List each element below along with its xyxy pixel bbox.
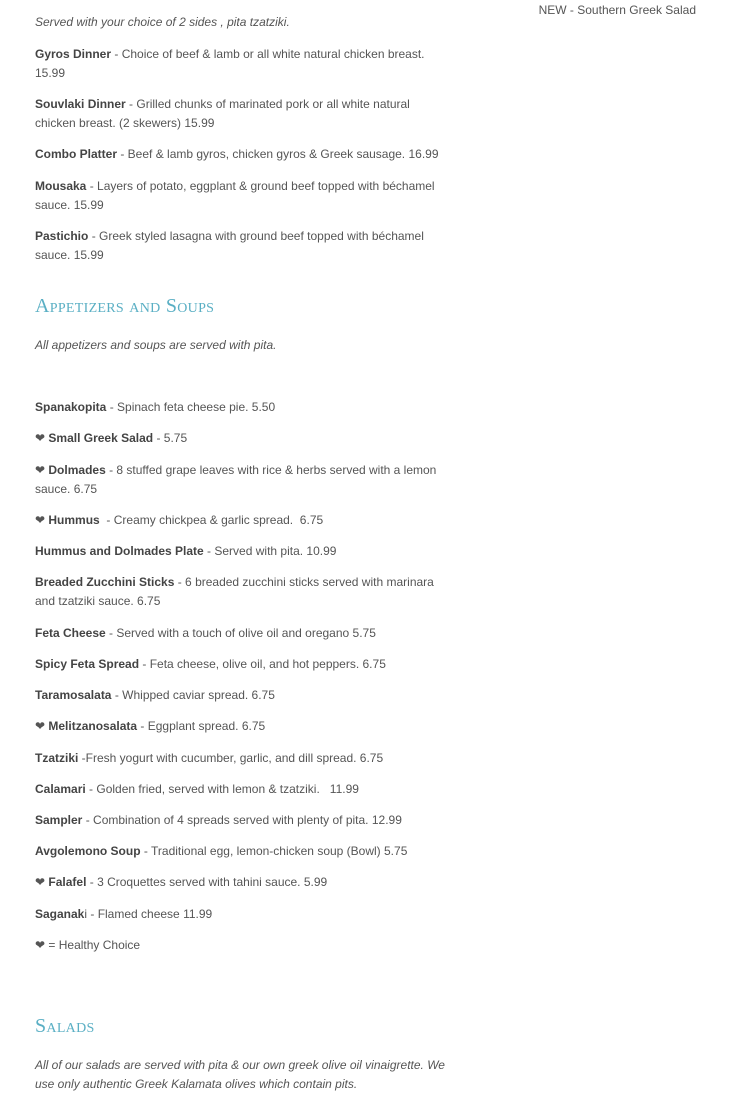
menu-item-tzatziki [35,749,383,768]
item-name: Spanakopita [35,400,107,414]
menu-item-saganaki [35,905,212,924]
item-name: Tzatziki [35,751,79,765]
item-name: Spicy Feta Spread [35,657,140,671]
menu-item-pastichio [35,227,435,265]
item-name: Saganak [35,907,85,921]
item-name: Mousaka [35,179,87,193]
item-name: Taramosalata [35,688,112,702]
item-desc: - 3 Croquettes served with tahini sauce. 5.99 [86,875,328,889]
item-name: Souvlaki Dinner [35,97,126,111]
menu-item-hummus [35,511,323,530]
item-name: Combo Platter [35,147,118,161]
item-desc: -Fresh yogurt with cucumber, garlic, and dill spread. 6.75 [78,751,384,765]
menu-item-mousaka [35,177,445,215]
menu-item-dolmades [35,461,445,499]
item-desc: - Whipped caviar spread. 6.75 [111,688,275,702]
menu-item-feta-cheese [35,624,376,643]
section-title-appetizers: Appetizers and Soups [35,295,215,317]
item-name: Breaded Zucchini Sticks [35,575,175,589]
menu-item-combo-platter [35,145,450,164]
item-name: Hummus and Dolmades Plate [35,544,204,558]
item-name: Melitzanosalata [48,719,138,733]
item-desc: - Choice of beef & lamb or all white natural chicken breast. 15.99 [35,47,425,80]
menu-item-spicy-feta-spread [35,655,386,674]
item-desc: - Beef & lamb gyros, chicken gyros & Greek sausage. 16.99 [117,147,439,161]
item-desc: - Layers of potato, eggplant & ground beef topped with béchamel sauce. 15.99 [35,179,435,212]
healthy-heart-icon: ❤ [35,431,49,445]
item-name: Sampler [35,813,83,827]
item-desc: - Creamy chickpea & garlic spread. 6.75 [99,513,324,527]
item-desc: - Served with pita. 10.99 [203,544,337,558]
menu-item-melitzanosalata [35,717,265,736]
item-desc: - Greek styled lasagna with ground beef topped with béchamel sauce. 15.99 [35,229,424,262]
menu-item-avgolemono-soup [35,842,407,861]
menu-item-souvlaki-dinner [35,95,445,133]
item-desc: - 8 stuffed grape leaves with rice & herbs served with a lemon sauce. 6.75 [35,463,437,496]
sidebar-link-southern-greek-salad[interactable]: NEW - Southern Greek Salad [538,3,696,17]
appetizers-note: All appetizers and soups are served with pita. [35,338,277,352]
menu-item-spanakopita [35,398,275,417]
item-name: Dolmades [48,463,106,477]
healthy-heart-icon: ❤ [35,875,49,889]
item-name: Pastichio [35,229,89,243]
item-name: Avgolemono Soup [35,844,141,858]
item-desc: - Feta cheese, olive oil, and hot peppers. 6.75 [139,657,386,671]
healthy-heart-icon: ❤ [35,463,49,477]
item-name: Gyros Dinner [35,47,112,61]
item-desc: - Served with a touch of olive oil and oregano 5.75 [105,626,376,640]
item-desc: - 5.75 [153,431,188,445]
item-desc: - Grilled chunks of marinated pork or all white natural chicken breast. (2 skewers) 15.99 [35,97,410,130]
menu-item-calamari [35,780,359,799]
item-desc: - Traditional egg, lemon-chicken soup (Bowl) 5.75 [140,844,408,858]
menu-item-falafel [35,873,327,892]
item-desc: i - Flamed cheese 11.99 [84,907,213,921]
menu-item-taramosalata [35,686,275,705]
menu-item-sampler [35,811,402,830]
salads-note: All of our salads are served with pita & our own greek olive oil vinaigrette. We use only authentic Greek Kalamata olives which contain pits. [35,1058,445,1091]
item-desc: - Golden fried, served with lemon & tzatziki. 11.99 [85,782,359,796]
item-desc: - Spinach feta cheese pie. 5.50 [106,400,276,414]
item-desc: - 6 breaded zucchini sticks served with marinara and tzatziki sauce. 6.75 [35,575,434,608]
menu-item-gyros-dinner [35,45,445,83]
dinners-note: Served with your choice of 2 sides , pita tzatziki. [35,15,290,29]
healthy-heart-icon: ❤ [35,513,49,527]
item-name: Hummus [48,513,100,527]
item-desc: - Combination of 4 spreads served with plenty of pita. 12.99 [82,813,402,827]
item-name: Calamari [35,782,86,796]
menu-item-breaded-zucchini-sticks [35,573,440,611]
item-name: Falafel [48,875,87,889]
item-name: Small Greek Salad [48,431,154,445]
menu-item-hummus-dolmades-plate [35,542,336,561]
item-name: Feta Cheese [35,626,106,640]
healthy-heart-icon: ❤ [35,719,49,733]
healthy-choice-legend: ❤ = Healthy Choice [35,938,141,952]
menu-item-small-greek-salad [35,429,187,448]
section-title-salads: Salads [35,1015,95,1037]
item-desc: - Eggplant spread. 6.75 [137,719,266,733]
